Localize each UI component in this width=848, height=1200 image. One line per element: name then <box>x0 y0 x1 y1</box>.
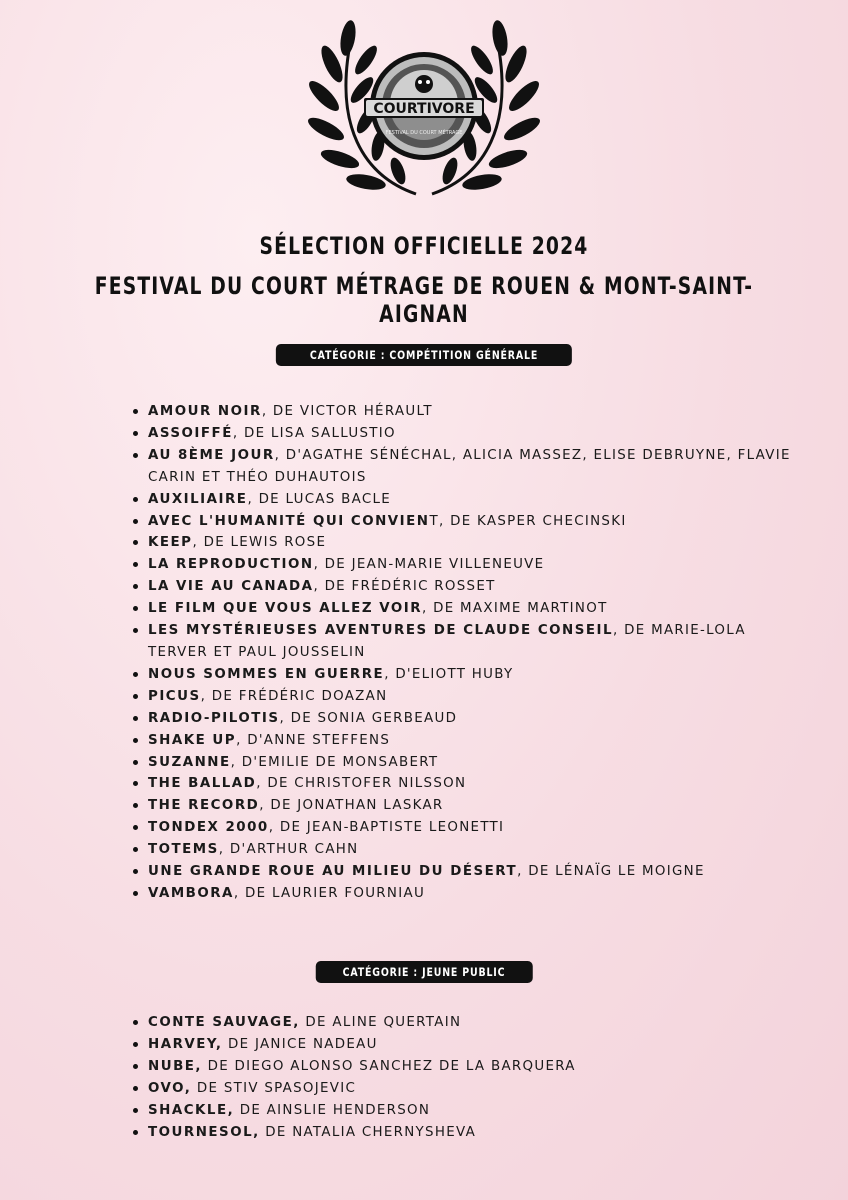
list-item: SUZANNE, D'EMILIE DE MONSABERT <box>130 752 802 774</box>
category-badge-general <box>276 344 572 366</box>
list-item: UNE GRANDE ROUE AU MILIEU DU DÉSERT, DE LÉNAÏG LE MOIGNE <box>130 861 802 883</box>
list-item: THE RECORD, DE JONATHAN LASKAR <box>130 795 802 817</box>
list-item: SHACKLE, DE AINSLIE HENDERSON <box>130 1100 802 1122</box>
list-item: PICUS, DE FRÉDÉRIC DOAZAN <box>130 686 802 708</box>
list-item: TOTEMS, D'ARTHUR CAHN <box>130 839 802 861</box>
film-list-jeune-public <box>130 1012 802 1143</box>
list-item: AUXILIAIRE, DE LUCAS BACLE <box>130 489 802 511</box>
list-item: AVEC L'HUMANITÉ QUI CONVIENT, DE KASPER CHECINSKI <box>130 511 802 533</box>
list-item: TONDEX 2000, DE JEAN-BAPTISTE LEONETTI <box>130 817 802 839</box>
page-subtitle: FESTIVAL DU COURT MÉTRAGE DE ROUEN & MONT-SAINT-AIGNAN <box>94 272 754 328</box>
list-item: HARVEY, DE JANICE NADEAU <box>130 1034 802 1056</box>
list-item: THE BALLAD, DE CHRISTOFER NILSSON <box>130 773 802 795</box>
list-item: LA VIE AU CANADA, DE FRÉDÉRIC ROSSET <box>130 576 802 598</box>
list-item: AMOUR NOIR, DE VICTOR HÉRAULT <box>130 401 802 423</box>
list-item: CONTE SAUVAGE, DE ALINE QUERTAIN <box>130 1012 802 1034</box>
list-item: ASSOIFFÉ, DE LISA SALLUSTIO <box>130 423 802 445</box>
logo-ring-text: FESTIVAL DU COURT MÉTRAGE <box>385 130 463 136</box>
list-item: RADIO-PILOTIS, DE SONIA GERBEAUD <box>130 708 802 730</box>
category-badge-jeune-public <box>316 961 533 983</box>
list-item: NUBE, DE DIEGO ALONSO SANCHEZ DE LA BARQUERA <box>130 1056 802 1078</box>
list-item: LES MYSTÉRIEUSES AVENTURES DE CLAUDE CONSEIL, DE MARIE-LOLA TERVER ET PAUL JOUSSELIN <box>130 620 802 664</box>
page-title: SÉLECTION OFFICIELLE 2024 <box>259 232 589 260</box>
list-item: NOUS SOMMES EN GUERRE, D'ELIOTT HUBY <box>130 664 802 686</box>
list-item: SHAKE UP, D'ANNE STEFFENS <box>130 730 802 752</box>
film-list-general <box>130 401 802 905</box>
list-item: VAMBORA, DE LAURIER FOURNIAU <box>130 883 802 905</box>
category-label: CATÉGORIE : COMPÉTITION GÉNÉRALE <box>309 348 539 362</box>
list-item: AU 8ÈME JOUR, D'AGATHE SÉNÉCHAL, ALICIA MASSEZ, ELISE DEBRUYNE, FLAVIE CARIN ET THÉO DUHAUTOIS <box>130 445 802 489</box>
list-item: KEEP, DE LEWIS ROSE <box>130 532 802 554</box>
logo-wordmark: COURTIVORE <box>373 101 475 117</box>
list-item: TOURNESOL, DE NATALIA CHERNYSHEVA <box>130 1122 802 1144</box>
festival-emblem <box>304 16 544 201</box>
list-item: LE FILM QUE VOUS ALLEZ VOIR, DE MAXIME MARTINOT <box>130 598 802 620</box>
category-label: CATÉGORIE : JEUNE PUBLIC <box>342 965 506 979</box>
list-item: OVO, DE STIV SPASOJEVIC <box>130 1078 802 1100</box>
list-item: LA REPRODUCTION, DE JEAN-MARIE VILLENEUVE <box>130 554 802 576</box>
